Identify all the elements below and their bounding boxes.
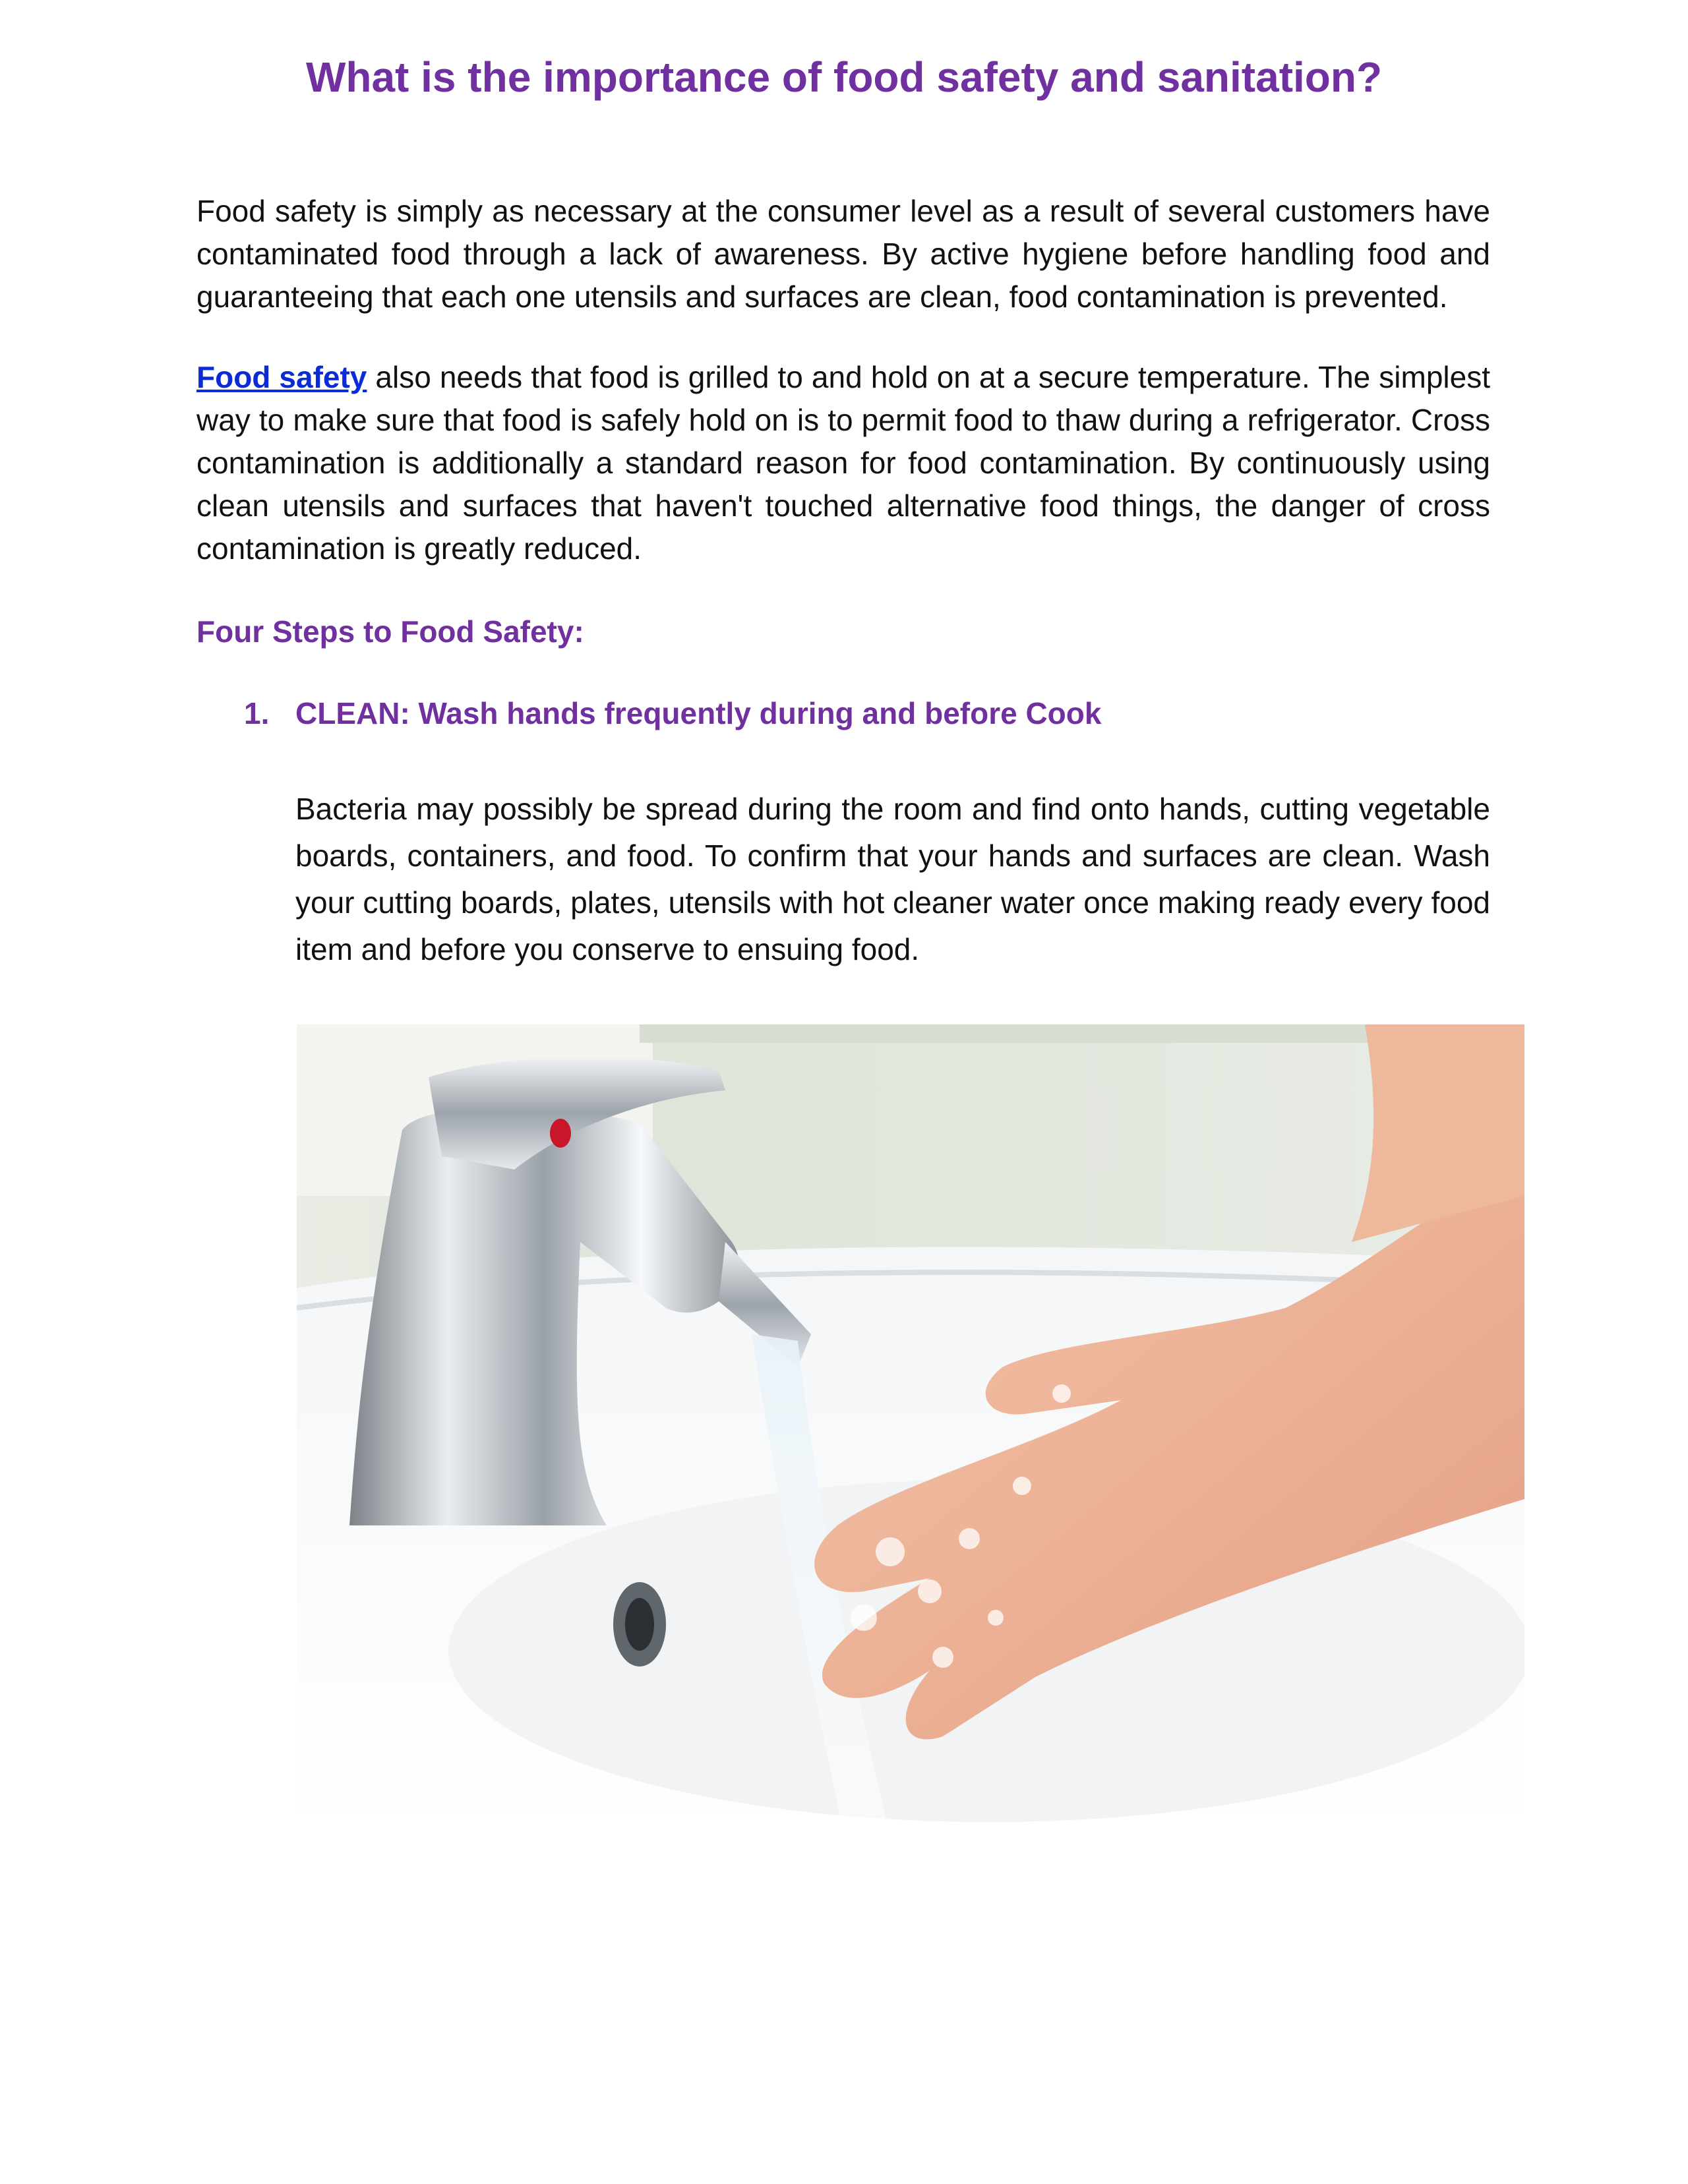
handwashing-photo [297,1024,1524,1835]
food-safety-paragraph [196,356,1490,570]
intro-paragraph: Food safety is simply as necessary at the consumer level as a result of several customers have contaminated food through a lack of awareness. By active hygiene before handling food and guaranteeing that each one utensils and surfaces are clean, food contamination is prevented. [196,194,1490,314]
food-safety-link[interactable]: Food safety [196,360,367,394]
step-1-heading [244,692,1101,734]
step-1-body: Bacteria may possibly be spread during the room and find onto hands, cutting vegetable boards, containers, and food. To confirm that your hands and surfaces are clean. Wash your cutting boards, plates, utensils with hot cleaner water once making ready every food item and before you conserve to ensuing food. [295,792,1490,966]
step-1-title: CLEAN: Wash hands frequently during and before Cook [295,696,1102,730]
step-1-number: 1. [244,696,270,730]
page-title: What is the importance of food safety and sanitation? [305,53,1383,101]
four-steps-heading: Four Steps to Food Safety: [196,614,584,649]
food-safety-paragraph-text: also needs that food is grilled to and hold on at a secure temperature. The simplest way to make sure that food is safely hold on is to permit food to thaw during a refrigerator. Cross contamination is additionally a standard reason for food contamination. By continuously using clean utensils and surfaces that haven't touched alternative food things, the danger of cross contamination is greatly reduced. [196,360,1490,566]
handwashing-illustration [297,1024,1524,1835]
